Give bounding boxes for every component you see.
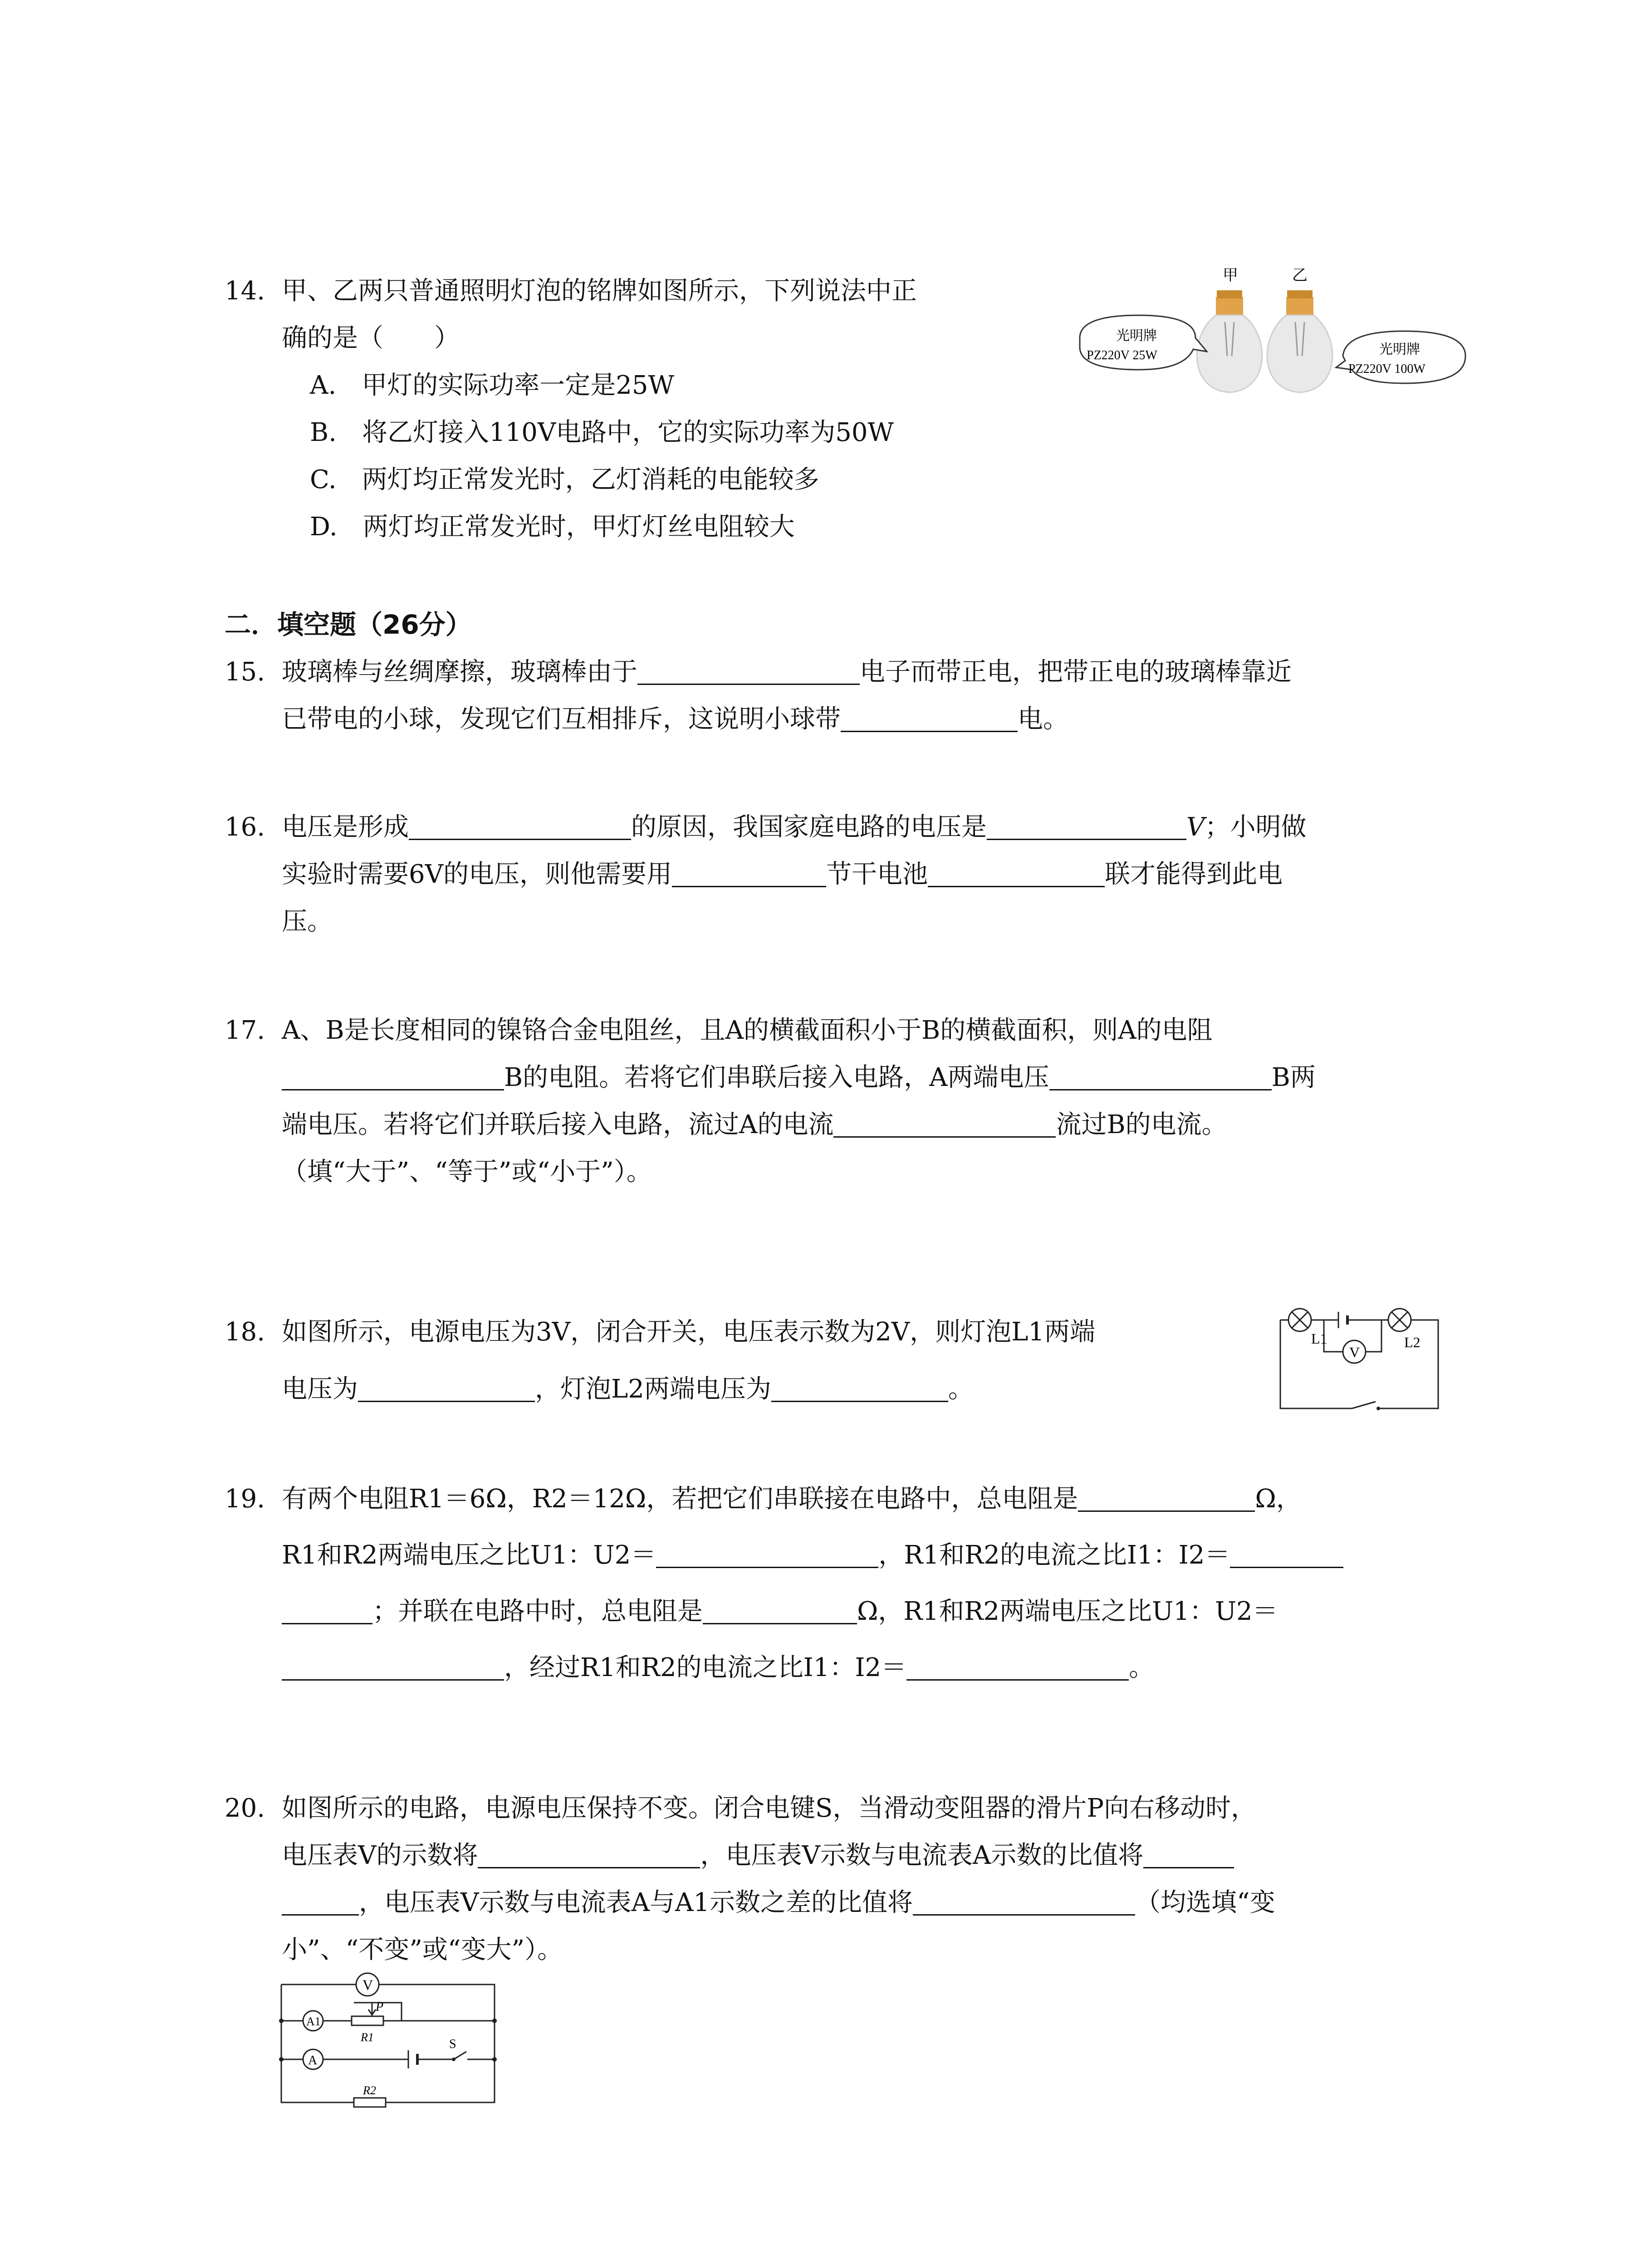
stem-text: Ω，R1和R2两端电压之比U1：U2＝ bbox=[857, 1597, 1278, 1626]
answer-blank[interactable] bbox=[928, 885, 1105, 887]
label-yi: 乙 bbox=[1292, 267, 1308, 284]
stem-text: 电。 bbox=[1018, 704, 1068, 734]
stem-text: （填“大于”、“等于”或“小于”）。 bbox=[282, 1157, 652, 1187]
option-b[interactable]: B. 将乙灯接入110V电路中，它的实际功率为50W bbox=[310, 418, 894, 447]
stem-text: Ω， bbox=[1255, 1484, 1302, 1514]
question-number: 19. bbox=[225, 1484, 265, 1514]
nameplate-right bbox=[1336, 331, 1465, 383]
question-number: 16. bbox=[225, 812, 265, 842]
answer-blank[interactable] bbox=[656, 1566, 878, 1568]
switch bbox=[1352, 1402, 1380, 1412]
circuit-figure-18 bbox=[1275, 1306, 1456, 1420]
bulb-yi bbox=[1267, 290, 1332, 392]
label-l1: L1 bbox=[1311, 1330, 1327, 1347]
spec-left: PZ220V 25W bbox=[1087, 348, 1157, 362]
question-15 bbox=[225, 649, 1292, 743]
option-c[interactable]: C. 两灯均正常发光时，乙灯消耗的电能较多 bbox=[310, 465, 819, 494]
answer-blank[interactable] bbox=[841, 730, 1018, 732]
stem-text: B的电阻。若将它们串联后接入电路，A两端电压 bbox=[504, 1063, 1049, 1092]
label-s: S bbox=[449, 2037, 456, 2051]
stem-text: 电压为 bbox=[282, 1374, 358, 1404]
stem-text: A、B是长度相同的镍铬合金电阻丝，且A的横截面积小于B的横截面积，则A的电阻 bbox=[282, 1016, 1213, 1045]
option-a[interactable]: A. 甲灯的实际功率一定是25W bbox=[310, 371, 675, 400]
label-l2: L2 bbox=[1404, 1334, 1421, 1350]
stem-text: 有两个电阻R1＝6Ω，R2＝12Ω，若把它们串联接在电路中，总电阻是 bbox=[282, 1484, 1078, 1514]
voltmeter-label: V bbox=[362, 1977, 373, 1993]
answer-blank[interactable] bbox=[478, 1867, 700, 1868]
voltmeter bbox=[1343, 1340, 1366, 1363]
answer-blank[interactable] bbox=[1230, 1566, 1343, 1568]
option-d[interactable]: D. 两灯均正常发光时，甲灯灯丝电阻较大 bbox=[310, 512, 795, 542]
answer-blank[interactable] bbox=[906, 1679, 1129, 1681]
answer-blank[interactable] bbox=[282, 1623, 372, 1624]
question-stem: 甲、乙两只普通照明灯泡的铭牌如图所示，下列说法中正 bbox=[282, 276, 917, 306]
stem-text: ，R1和R2的电流之比I1：I2＝ bbox=[878, 1540, 1230, 1570]
label-p: P bbox=[376, 2000, 384, 2014]
stem-text: （均选填“变 bbox=[1135, 1888, 1275, 1917]
question-17 bbox=[225, 1007, 1316, 1196]
brand-right: 光明牌 bbox=[1379, 342, 1420, 357]
unit-v: V bbox=[1186, 812, 1205, 842]
switch-s bbox=[449, 2037, 466, 2061]
answer-blank[interactable] bbox=[282, 1914, 359, 1916]
bulb-nameplate-figure bbox=[1071, 259, 1470, 408]
lamp-l2 bbox=[1388, 1309, 1411, 1331]
stem-text: 玻璃棒与丝绸摩擦，玻璃棒由于 bbox=[282, 657, 637, 687]
circuit-figure-20 bbox=[272, 1971, 508, 2121]
stem-text: 压。 bbox=[282, 907, 333, 936]
label-r1: R1 bbox=[361, 2031, 374, 2044]
section-title: 二．填空题（26分） bbox=[225, 609, 472, 640]
question-number: 14. bbox=[225, 276, 265, 306]
stem-text: 的原因，我国家庭电路的电压是 bbox=[631, 812, 987, 842]
stem-text: 电压表V的示数将 bbox=[282, 1841, 478, 1870]
answer-blank[interactable] bbox=[913, 1914, 1135, 1916]
answer-blank[interactable] bbox=[1049, 1089, 1272, 1090]
stem-text: 实验时需要6V的电压，则他需要用 bbox=[282, 860, 672, 889]
stem-text: 电压是形成 bbox=[282, 812, 409, 842]
question-number: 18. bbox=[225, 1317, 265, 1347]
stem-text: R1和R2两端电压之比U1：U2＝ bbox=[282, 1540, 656, 1570]
ammeter-a-label: A bbox=[308, 2053, 318, 2068]
answer-blank[interactable] bbox=[987, 838, 1186, 840]
answer-blank[interactable] bbox=[409, 838, 631, 840]
answer-blank[interactable] bbox=[672, 885, 826, 887]
question-number: 15. bbox=[225, 657, 265, 687]
answer-blank[interactable] bbox=[833, 1136, 1056, 1138]
battery bbox=[1338, 1312, 1347, 1328]
ammeter-a1 bbox=[303, 2011, 323, 2031]
resistor-r2 bbox=[354, 2084, 386, 2107]
stem-text: B两 bbox=[1271, 1063, 1316, 1092]
answer-blank[interactable] bbox=[771, 1400, 948, 1402]
label-r2: R2 bbox=[363, 2084, 376, 2097]
bulb-jia bbox=[1197, 290, 1262, 392]
stem-text: ，经过R1和R2的电流之比I1：I2＝ bbox=[504, 1653, 907, 1682]
label-jia: 甲 bbox=[1223, 267, 1238, 284]
nameplate-left bbox=[1080, 315, 1207, 370]
stem-text: 节干电池 bbox=[826, 860, 928, 889]
answer-blank[interactable] bbox=[1143, 1867, 1234, 1868]
stem-text: 。 bbox=[948, 1374, 974, 1404]
battery bbox=[408, 2050, 417, 2068]
question-16 bbox=[225, 804, 1306, 945]
ammeter-a bbox=[303, 2049, 323, 2069]
answer-blank[interactable] bbox=[282, 1089, 504, 1090]
lamp-l1 bbox=[1288, 1309, 1311, 1331]
answer-blank[interactable] bbox=[1078, 1510, 1255, 1512]
spec-right: PZ220V 100W bbox=[1348, 362, 1425, 376]
stem-text: ；并联在电路中时，总电阻是 bbox=[372, 1597, 703, 1626]
stem-text: ，灯泡L2两端电压为 bbox=[535, 1374, 771, 1404]
stem-text: 如图所示，电源电压为3V，闭合开关，电压表示数为2V，则灯泡L1两端 bbox=[282, 1317, 1095, 1347]
stem-text: 如图所示的电路，电源电压保持不变。闭合电键S，当滑动变阻器的滑片P向右移动时， bbox=[282, 1794, 1257, 1823]
stem-text: ，电压表V示数与电流表A示数的比值将 bbox=[700, 1841, 1144, 1870]
answer-blank[interactable] bbox=[358, 1400, 535, 1402]
question-19 bbox=[225, 1471, 1343, 1696]
brand-left: 光明牌 bbox=[1116, 328, 1157, 343]
rheostat-r1 bbox=[352, 2000, 383, 2044]
stem-text: ，电压表V示数与电流表A与A1示数之差的比值将 bbox=[359, 1888, 913, 1917]
question-stem-cont: 确的是（ ） bbox=[282, 323, 460, 353]
stem-text: ；小明做 bbox=[1205, 812, 1307, 842]
stem-text: 已带电的小球，发现它们互相排斥，这说明小球带 bbox=[282, 704, 841, 734]
stem-text: 小”、“不变”或“变大”）。 bbox=[282, 1935, 563, 1965]
question-18 bbox=[225, 1299, 1095, 1413]
question-14 bbox=[225, 268, 917, 551]
stem-text: 电子而带正电，把带正电的玻璃棒靠近 bbox=[860, 657, 1292, 687]
question-number: 17. bbox=[225, 1016, 265, 1045]
stem-text: 端电压。若将它们并联后接入电路，流过A的电流 bbox=[282, 1110, 834, 1139]
question-20 bbox=[225, 1785, 1275, 1974]
ammeter-a1-label: A1 bbox=[306, 2015, 321, 2028]
stem-text: 联才能得到此电 bbox=[1105, 860, 1283, 889]
voltmeter bbox=[356, 1973, 379, 1996]
question-number: 20. bbox=[225, 1794, 265, 1823]
answer-blank[interactable] bbox=[703, 1623, 857, 1624]
voltmeter-label: V bbox=[1349, 1344, 1360, 1360]
stem-text: 。 bbox=[1129, 1653, 1155, 1682]
answer-blank[interactable] bbox=[637, 683, 860, 685]
answer-blank[interactable] bbox=[282, 1679, 504, 1681]
stem-text: 流过B的电流。 bbox=[1056, 1110, 1227, 1139]
